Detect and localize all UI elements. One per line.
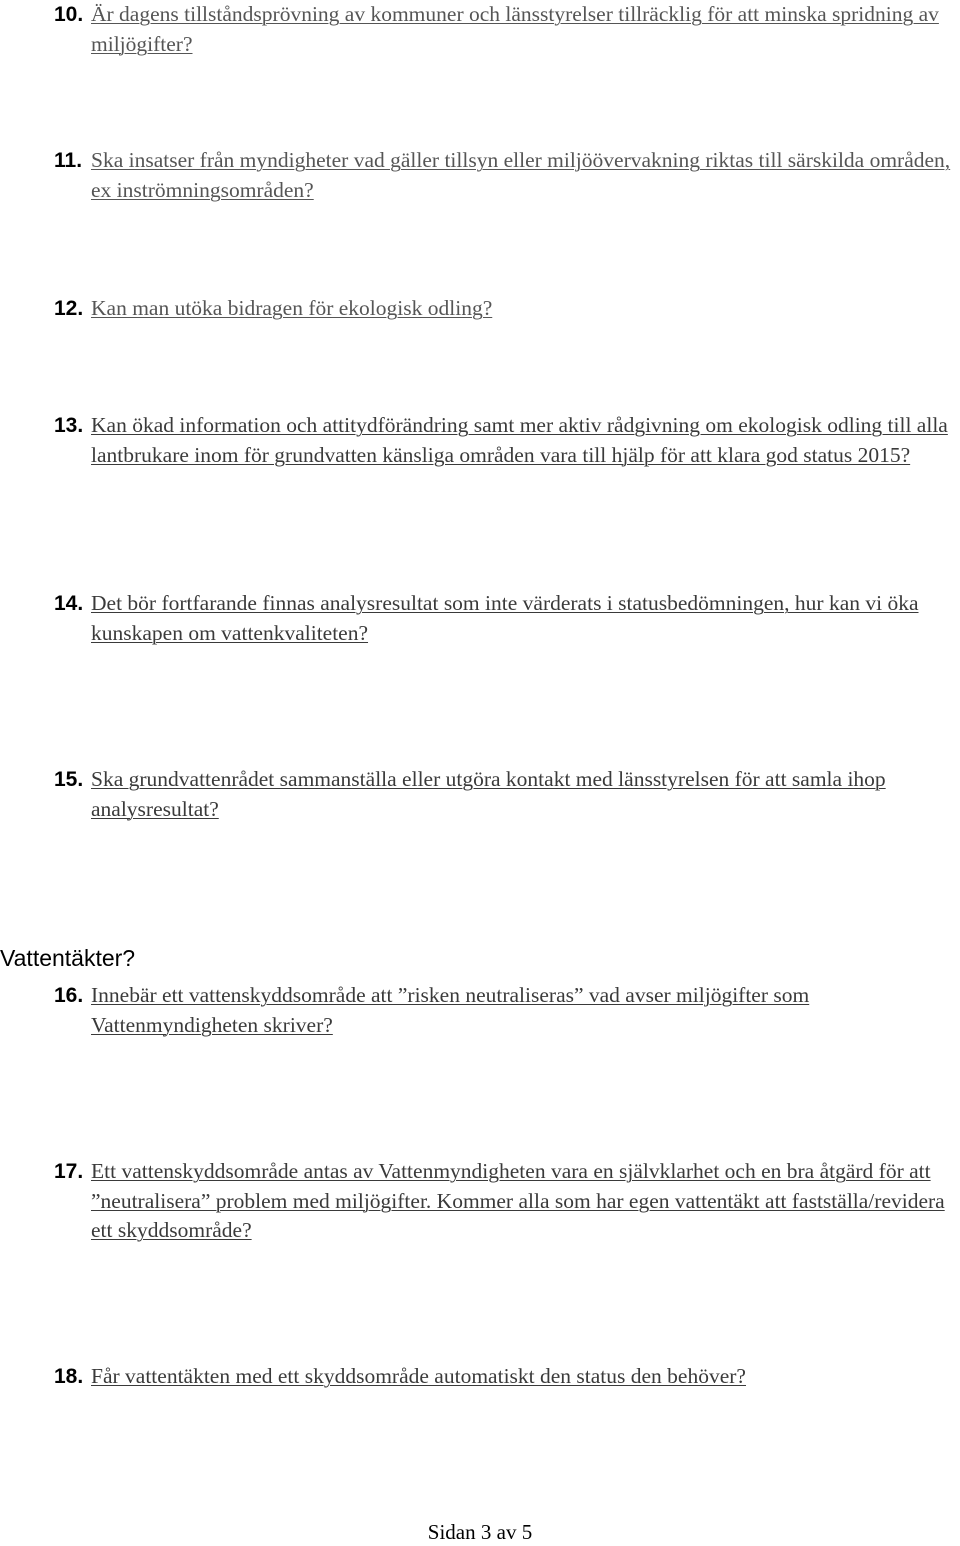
question-text[interactable]: Kan ökad information och attitydförändring samt mer aktiv rådgivning om ekologisk odling till alla lantbrukare inom för grundvatten känsliga områden vara till hjälp för att klara god status 2015? (91, 413, 948, 467)
question-number: 11. (54, 149, 83, 172)
question-text[interactable]: Innebär ett vattenskyddsområde att ”risken neutraliseras” vad avser miljögifter som Vattenmyndigheten skriver? (91, 983, 810, 1037)
question-text[interactable]: Får vattentäkten med ett skyddsområde automatiskt den status den behöver? (91, 1364, 746, 1388)
question-number: 13. (54, 414, 84, 437)
page-footer: Sidan 3 av 5 (427, 1520, 533, 1544)
question-text[interactable]: Ska insatser från myndigheter vad gäller tillsyn eller miljöövervakning riktas till särskilda områden, ex inströmningsområden? (91, 148, 951, 202)
question-number: 12. (54, 297, 84, 320)
section-heading: Vattentäkter? (0, 945, 136, 971)
question-text[interactable]: Ett vattenskyddsområde antas av Vattenmyndigheten vara en självklarhet och en bra åtgärd för att ”neutralisera” problem med miljögifter. Kommer alla som har egen vattentäkt att fastställa/revidera ett skyddsområde? (91, 1159, 945, 1242)
question-number: 16. (54, 984, 84, 1007)
question-number: 17. (54, 1160, 84, 1183)
question-number: 15. (54, 768, 84, 791)
question-text[interactable]: Är dagens tillståndsprövning av kommuner och länsstyrelser tillräcklig för att minska spridning av miljögifter? (91, 2, 939, 56)
question-number: 10. (54, 3, 84, 26)
question-number: 18. (54, 1365, 84, 1388)
question-text[interactable]: Det bör fortfarande finnas analysresultat som inte värderats i statusbedömningen, hur kan vi öka kunskapen om vattenkvaliteten? (91, 591, 919, 645)
question-number: 14. (54, 592, 84, 615)
question-text[interactable]: Kan man utöka bidragen för ekologisk odling? (91, 296, 493, 320)
question-text[interactable]: Ska grundvattenrådet sammanställa eller utgöra kontakt med länsstyrelsen för att samla ihop analysresultat? (91, 767, 886, 821)
